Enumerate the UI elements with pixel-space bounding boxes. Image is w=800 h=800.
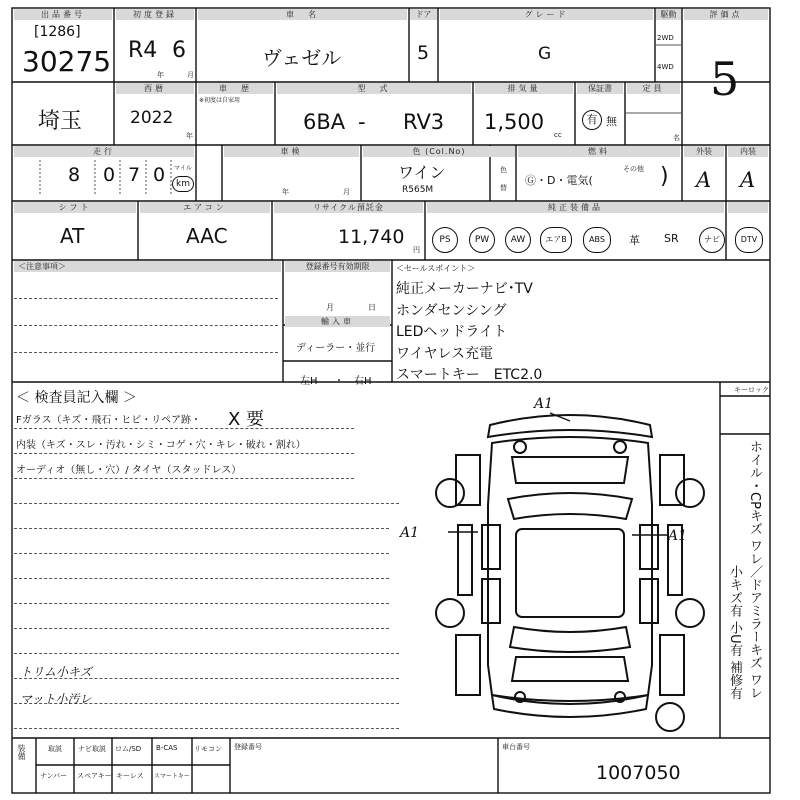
door-count: 5 <box>417 42 430 64</box>
displacement-unit: cc <box>554 131 562 139</box>
chassis-number: 1007050 <box>596 762 681 784</box>
shift-type: AT <box>60 224 85 248</box>
header-notes: ＜注意事項＞ <box>14 261 281 272</box>
header-score: 評価点 <box>684 9 768 20</box>
header-car-name: 車 名 <box>198 9 407 20</box>
inspection-nen: 年 <box>282 188 289 196</box>
bottom-keyless: キーレス <box>116 772 144 780</box>
bottom-number: ナンバー <box>40 772 68 780</box>
handle-dot: ・ <box>334 376 344 387</box>
western-year: 2022 <box>130 108 174 128</box>
equip-dtv: DTV <box>735 227 763 253</box>
damage-mark-right: A1 <box>668 528 688 544</box>
header-aircon: エアコン <box>140 202 270 213</box>
equip-abs: ABS <box>583 227 611 253</box>
inspector-line <box>14 578 389 579</box>
inspector-line <box>14 428 354 429</box>
sales-point-3: LEDヘッドライト <box>396 324 508 340</box>
header-reg-expiry: 登録番号有効期限 <box>285 261 390 272</box>
inspector-line <box>14 603 389 604</box>
header-inspection: 車検 <box>224 146 359 157</box>
inspector-title: ＜ 検査員記入欄 ＞ <box>16 390 137 406</box>
first-reg-tsuki: 月 <box>187 71 194 79</box>
inspector-line-audio: オーディオ（無し・穴）/ タイヤ（スタッドレス） <box>16 465 242 476</box>
color-change-label-2: 替 <box>500 184 507 192</box>
glass-mark: X 要 <box>228 409 265 430</box>
header-import: 輸入車 <box>285 316 390 327</box>
grade: G <box>538 44 552 64</box>
sales-point-1: 純正メーカーナビ･TV <box>396 281 533 297</box>
displacement: 1,500 <box>484 110 545 134</box>
equip-leather: 革 <box>629 234 640 247</box>
mileage-unit-mile: マイル <box>174 165 192 172</box>
bottom-chassis-label: 車台番号 <box>502 743 530 751</box>
header-drive: 駆動 <box>656 9 681 20</box>
handwritten-note-2: マット小汚レ <box>20 692 92 706</box>
equip-ps: PS <box>432 227 458 253</box>
header-recycle: リサイクル預託金 <box>274 202 423 213</box>
header-equipment: 純正装備品 <box>427 202 724 213</box>
equip-pw: PW <box>469 227 495 253</box>
inspector-line <box>14 553 389 554</box>
sales-point-2: ホンダセンシング <box>396 303 507 319</box>
equip-sunroof: SR <box>664 232 679 245</box>
color-number: R565M <box>402 185 434 195</box>
bottom-remote: リモコン <box>194 745 222 753</box>
score: 5 <box>710 52 740 106</box>
inspector-line <box>14 653 399 654</box>
sales-point-5: スマートキー ETC2.0 <box>396 367 543 383</box>
model-code-dash: - <box>358 110 366 134</box>
bottom-manual: 取説 <box>48 745 62 753</box>
import-type: ディーラー・並行 <box>296 343 376 354</box>
model-history-note: ※初度は自家用 <box>199 97 241 104</box>
inspector-line <box>14 528 389 529</box>
mileage-digit-2: 0 <box>103 164 116 186</box>
inspector-line-interior: 内装（キズ・スレ・汚れ・シミ・コゲ・穴・キレ・破れ・割れ） <box>16 440 306 451</box>
first-reg-nen: 年 <box>157 71 164 79</box>
mileage-digit-4: 0 <box>153 164 166 186</box>
warranty-no: 無 <box>606 115 617 128</box>
recycle-fee: 11,740 <box>338 226 405 248</box>
header-lot: 出品番号 <box>14 9 112 20</box>
fuel-type: Ⓖ・D・電気( <box>525 174 593 187</box>
inspector-line-glass: Fガラス（キズ・飛石・ヒビ・リペア跡・ <box>16 415 202 426</box>
header-mileage: 走行 <box>14 146 194 157</box>
fuel-close-paren: ) <box>660 164 669 189</box>
notes-line <box>14 352 278 353</box>
header-model-code: 型 式 <box>277 83 471 94</box>
first-reg-era: R4 <box>128 38 158 63</box>
bottom-spare-key: スペアキー <box>77 772 112 780</box>
header-warranty: 保証書 <box>577 83 623 94</box>
capacity-unit: 名 <box>673 134 680 142</box>
inspector-line <box>14 503 399 504</box>
first-reg-month: 6 <box>172 38 186 63</box>
header-key-lock: キーロック <box>734 386 769 394</box>
notes-line <box>14 298 278 299</box>
bottom-rom-sd: ロム/SD <box>115 745 142 753</box>
region: 埼玉 <box>38 109 83 134</box>
recycle-fee-yen: 円 <box>413 246 420 254</box>
car-name: ヴェゼル <box>262 46 342 70</box>
car-damage-diagram <box>420 395 720 740</box>
damage-mark-front: A1 <box>534 396 554 412</box>
inspector-line <box>14 478 354 479</box>
header-capacity: 定員 <box>627 83 680 94</box>
western-year-suffix: 年 <box>186 132 193 140</box>
header-displacement: 排気量 <box>475 83 573 94</box>
color-name: ワイン <box>398 163 446 182</box>
handle-left: 左H <box>300 376 318 387</box>
mileage-digit-1: 8 <box>68 164 81 186</box>
equip-aw: AW <box>505 227 531 253</box>
header-interior: 内装 <box>728 146 768 157</box>
equip-navi: ナビ <box>699 227 725 253</box>
inspection-tsuki: 月 <box>343 188 350 196</box>
sales-point-4: ワイヤレス充電 <box>396 346 494 362</box>
header-fuel: 燃料 <box>518 146 680 157</box>
lot-number: 30275 <box>22 45 112 78</box>
mileage-dividers <box>0 0 200 200</box>
fuel-other-label: その他 <box>623 165 644 173</box>
inspector-line <box>14 628 389 629</box>
header-model-year: 車 歴 <box>198 83 273 94</box>
damage-mark-left: A1 <box>400 525 420 541</box>
aircon-type: AAC <box>186 224 228 248</box>
bottom-navi-manual: ナビ取説 <box>78 745 106 753</box>
header-first-reg: 初度登録 <box>116 9 194 20</box>
interior-grade: A <box>740 168 756 192</box>
handwritten-note-1: トリム小キズ <box>20 665 92 679</box>
bottom-side-label: 装備 <box>17 744 26 760</box>
inspector-line <box>14 728 399 729</box>
lot-prefix: [1286] <box>34 24 81 40</box>
header-doors: ドア <box>410 9 437 20</box>
drive-4wd: 4WD <box>657 63 674 71</box>
vertical-note-1: ホイル・CPキズ ワレ／ドアミラーキズ ワレ <box>747 440 762 700</box>
header-grade: グレード <box>440 9 653 20</box>
bottom-bcas: B-CAS <box>156 744 178 752</box>
header-shift: シフト <box>14 202 136 213</box>
header-exterior: 外装 <box>684 146 724 157</box>
header-sales-points: ＜セールスポイント＞ <box>396 264 476 273</box>
mileage-unit-km: km <box>172 176 194 192</box>
exterior-grade: A <box>696 168 712 192</box>
header-western-year: 西暦 <box>116 83 194 94</box>
bottom-smart-key: スマートキー <box>154 773 190 780</box>
reg-expiry-month: 月 <box>326 303 334 312</box>
handle-right: 右H <box>354 376 372 387</box>
reg-expiry-day: 日 <box>368 303 376 312</box>
vertical-note-2: 小キズ有 小U有 補修有 <box>727 565 742 700</box>
color-change-label-1: 色 <box>500 166 507 174</box>
drive-2wd: 2WD <box>657 34 674 42</box>
equip-airbag: エアB <box>540 227 572 253</box>
warranty-yes: 有 <box>582 110 602 130</box>
header-color: 色 (Col.No) <box>363 146 515 157</box>
model-code: RV3 <box>403 110 445 134</box>
notes-line <box>14 325 278 326</box>
inspector-line <box>14 453 354 454</box>
model-code-prefix: 6BA <box>303 110 346 134</box>
bottom-reg-number: 登録番号 <box>234 743 262 751</box>
header-other-equip <box>728 202 768 213</box>
mileage-digit-3: 7 <box>128 164 141 186</box>
